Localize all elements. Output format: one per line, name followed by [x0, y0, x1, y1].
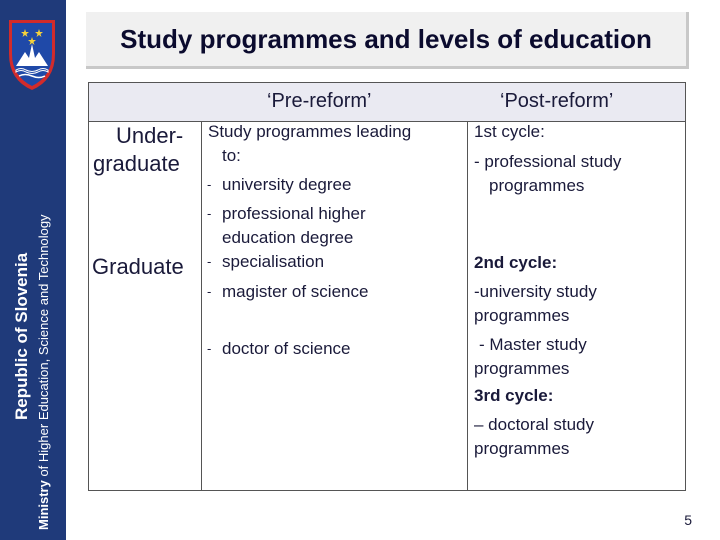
pre-undergrad-intro-line2: to: [222, 146, 241, 165]
pre-undergrad-item-university: university degree [222, 175, 352, 194]
pre-undergrad-intro-line1: Study programmes leading [208, 122, 412, 141]
slovenia-coat-of-arms-icon [5, 14, 59, 94]
column-divider-1 [201, 121, 202, 491]
bullet-dash: - [207, 341, 212, 356]
ministry-name: of Higher Education, Science and Technology [36, 214, 51, 481]
sidebar [0, 0, 66, 540]
country-label: Republic of Slovenia [12, 252, 31, 420]
post-grad-cycle3-line2: programmes [474, 439, 570, 458]
pre-undergrad-item-professional-line2: education degree [222, 228, 354, 247]
bullet-dash: - [207, 254, 212, 269]
post-undergrad-line1: - professional study [474, 152, 622, 171]
post-grad-cycle2-line3: - Master study [479, 335, 587, 354]
post-grad-cycle2-line2: programmes [474, 306, 570, 325]
post-grad-cycle2-line4: programmes [474, 359, 570, 378]
pre-undergrad-item-professional-line1: professional higher [222, 204, 366, 223]
undergraduate-label-line2: graduate [93, 151, 180, 176]
column-divider-2 [467, 121, 468, 491]
post-grad-cycle3-line1: – doctoral study [474, 415, 595, 434]
post-undergrad-line2: programmes [489, 176, 585, 195]
post-grad-cycle3-title: 3rd cycle: [474, 386, 554, 405]
pre-grad-item-magister: magister of science [222, 282, 369, 301]
ministry-label [36, 214, 51, 530]
bullet-dash: - [207, 177, 212, 192]
undergraduate-label-line1: Under- [116, 123, 184, 148]
pre-grad-item-doctor: doctor of science [222, 339, 351, 358]
bullet-dash: - [207, 284, 212, 299]
page-number: 5 [684, 512, 692, 528]
header-post-reform: ‘Post-reform’ [500, 90, 614, 112]
post-grad-cycle2-line1: -university study [474, 282, 597, 301]
bullet-dash: - [207, 206, 212, 221]
pre-grad-item-specialisation: specialisation [222, 252, 325, 271]
post-grad-cycle2-title: 2nd cycle: [474, 253, 558, 272]
graduate-label: Graduate [92, 254, 184, 279]
title-box [86, 12, 689, 69]
ministry-prefix: Ministry [36, 480, 51, 530]
page-title: Study programmes and levels of education [120, 23, 652, 54]
post-undergrad-cycle-title: 1st cycle: [474, 122, 545, 141]
header-pre-reform: ‘Pre-reform’ [267, 90, 372, 112]
